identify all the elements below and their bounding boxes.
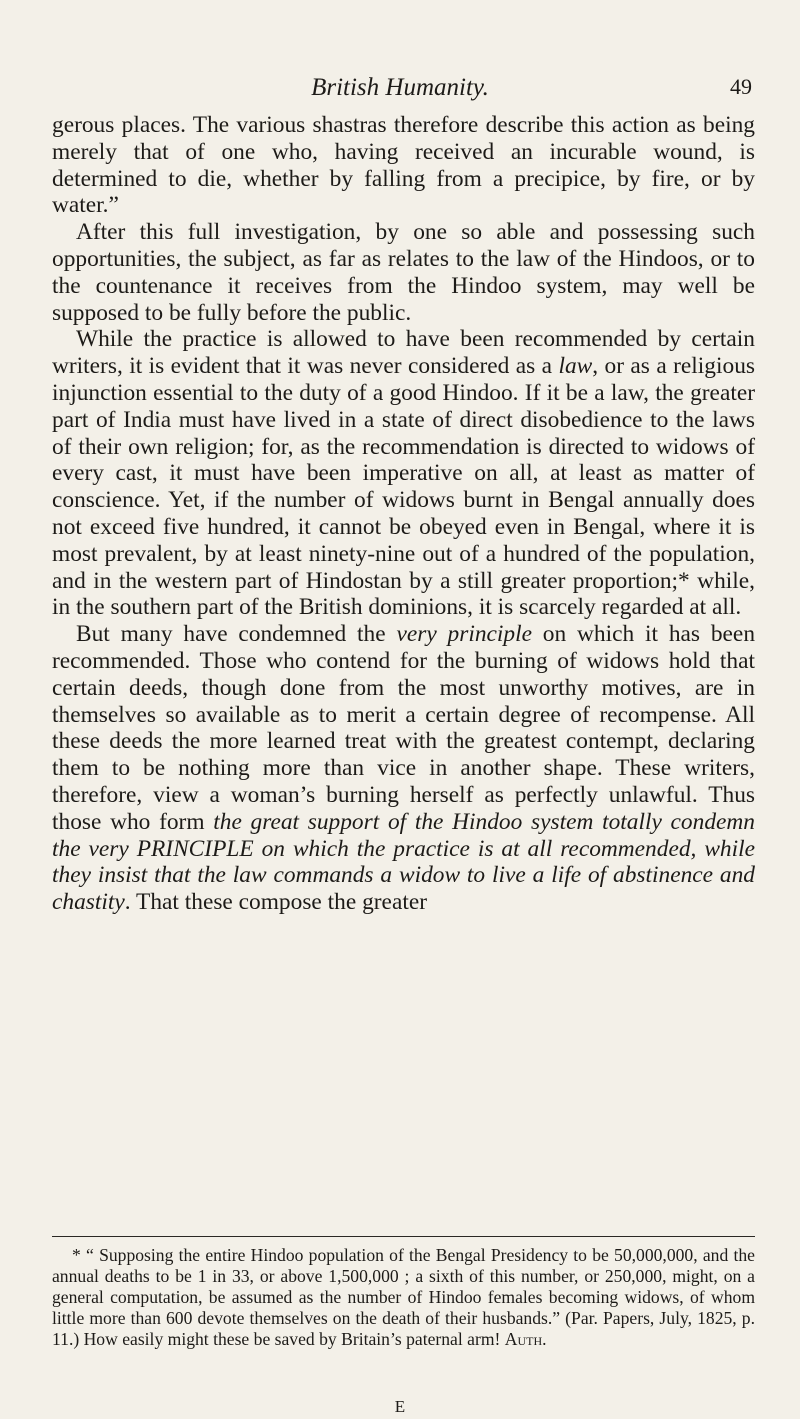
footnote-author: Auth.: [504, 1329, 547, 1349]
paragraph-1: gerous places. The various shastras therefore describe this action as being merely that of one who, having received an incurable wound, is determined to die, whether by falling from a precipice, by fire, or by water.”: [52, 112, 755, 219]
page-number: 49: [730, 74, 752, 99]
text-run: on which it has been recommended. Those who contend for the burning of widows hold that certain deeds, though done from the most unworthy motives, are in themselves so available as to merit a certain degree of recompense. All these deeds the more learned treat with the greatest contempt, declaring them to be nothing more than vice in another shape. These writers, therefore, view a woman’s burning herself as perfectly unlawful. Thus those who form: [52, 621, 756, 835]
signature-mark: E: [394, 1397, 406, 1416]
paragraph-4: [52, 621, 755, 916]
footnote-divider: [52, 1236, 755, 1237]
text-run: , or as a religious injunction essential to the duty of a good Hindoo. If it be a law, the greater part of India must have lived in a state of direct disobedience to the laws of their own religion; for, as the recommendation is directed to widows of every cast, it must have been imperative on all, at least as matter of conscience. Yet, if the number of widows burnt in Bengal annually does not exceed five hundred, it cannot be obeyed even in Bengal, where it is most prevalent, by at least ninety-nine out of a hundred of the population, and in the western part of Hindostan by a still greater proportion;* while, in the southern part of the British dominions, it is scarcely regarded at all.: [52, 353, 755, 621]
italic-run: law: [558, 353, 593, 380]
text-run: While the practice is allowed to have been recommended by certain writers, it is evident that it was never considered as a: [52, 326, 755, 380]
footnote: [52, 1245, 755, 1350]
running-head: British Humanity.: [311, 74, 489, 101]
italic-run: very principle: [396, 621, 532, 648]
text-run: But many have condemned the: [76, 621, 397, 648]
text-run: . That these compose the greater: [124, 889, 427, 916]
paragraph-3: [52, 326, 755, 621]
body-text: [52, 112, 755, 916]
paragraph-2: After this full investigation, by one so able and possessing such opportunities, the subject, as far as relates to the law of the Hindoos, or to the countenance it receives from the Hindoo system, may well be supposed to be fully before the public.: [52, 219, 755, 326]
footnote-text: * “ Supposing the entire Hindoo population of the Bengal Presidency to be 50,000,000, and the annual deaths to be 1 in 33, or above 1,500,000 ; a sixth of this number, or 250,000, might, on a general computation, be assumed as the number of Hindoo females becoming widows, of whom little more than 600 devote themselves on the death of their husbands.” (Par. Papers, July, 1825, p. 11.) How easily might these be saved by Britain’s paternal arm!: [52, 1245, 755, 1349]
italic-run: the great support of the Hindoo system totally condemn the very PRINCIPLE on which the practice is at all recommended, while they insist that the law commands a widow to live a life of abstinence and chastity: [52, 808, 755, 916]
page-header: [0, 74, 800, 104]
